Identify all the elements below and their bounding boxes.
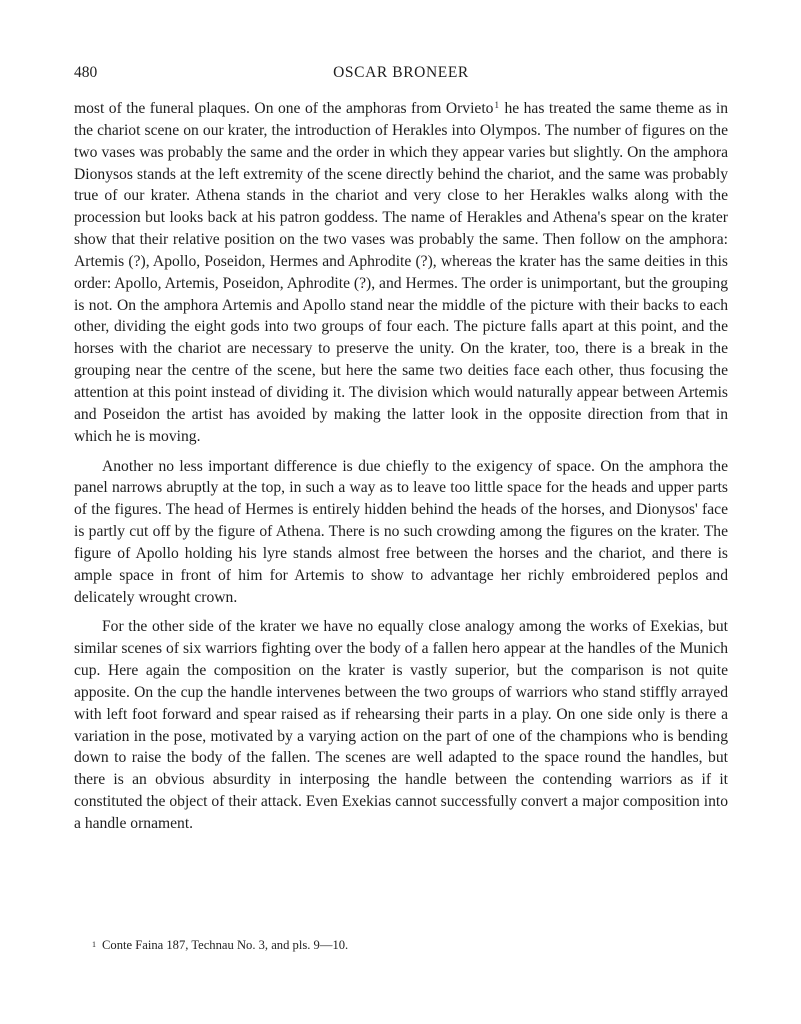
running-head	[74, 64, 728, 86]
footnote-text: Conte Faina 187, Technau No. 3, and pls. 9—10.	[102, 938, 349, 952]
footnote-marker: 1	[92, 940, 96, 949]
page-number: 480	[74, 64, 98, 81]
paragraph-1-text-rest: he has treated the same theme as in the chariot scene on our krater, the introduction of Herakles into Olympos. The number of figures on the two vases was probably the same and the order in which they appear varies but slightly. On the amphora Dionysos stands at the left extremity of the scene directly behind the chariot, and the same was probably true of our krater. Athena stands in the chariot and very close to her Herakles walks along with the procession but looks back at his patron goddess. The name of Herakles and Athena's spear on the krater show that their relative position on the two vases was probably the same. Then follow on the amphora: Artemis (?), Apollo, Poseidon, Hermes and Aphrodite (?), whereas the krater has the same deities in this order: Apollo, Artemis, Poseidon, Aphrodite (?), and Hermes. The order is unimportant, but the grouping is not. On the amphora Artemis and Apollo stand near the middle of the picture with their backs to each other, dividing the eight gods into two groups of four each. The picture falls apart at this point, and the horses with the chariot are necessary to preserve the unity. On the krater, too, there is a break in the grouping near the centre of the scene, but here the same two deities face each other, thus focusing the attention at this point instead of dividing it. The division which would naturally appear between Artemis and Poseidon the artist has avoided by making the latter look in the opposite direction from that in which he is moving.	[74, 100, 729, 445]
paragraph-1-text-start: most of the funeral plaques. On one of the amphoras from Orvieto	[74, 100, 494, 117]
paragraph-2: Another no less important difference is due chiefly to the exigency of space. On the amphora the panel narrows abruptly at the top, in such a way as to leave too little space for the heads and upper parts of the figures. The head of Hermes is entirely hidden behind the heads of the horses, and Dionysos' face is partly cut off by the figure of Athena. There is no such crowding among the figures on the krater. The figure of Apollo holding his lyre stands almost free between the horses and the chariot, and there is ample space in front of him for Artemis to show to advantage her richly embroidered peplos and delicately wrought crown.	[74, 457, 728, 606]
body-text	[74, 98, 728, 843]
paragraph-1	[74, 98, 728, 448]
footnote	[92, 937, 712, 953]
paragraph-3: For the other side of the krater we have no equally close analogy among the works of Exekias, but similar scenes of six warriors fighting over the body of a fallen hero appear at the handles of the Munich cup. Here again the composition on the krater is vastly superior, but the comparison is not quite apposite. On the cup the handle intervenes between the two groups of warriors who stand stiffly arrayed with left foot forward and spear raised as if rehearsing their parts in a play. On one side only is there a variation in the pose, motivated by a varying action on the part of one of the champions who is bending down to raise the body of the fallen. The scenes are well adapted to the space round the handles, but there is an obvious absurdity in interposing the handle between the contending warriors as if it constituted the object of their attack. Even Exekias cannot successfully convert a major composition into a handle ornament.	[74, 618, 728, 832]
footnote-reference: 1	[494, 100, 499, 110]
running-head-title: OSCAR BRONEER	[333, 64, 469, 81]
